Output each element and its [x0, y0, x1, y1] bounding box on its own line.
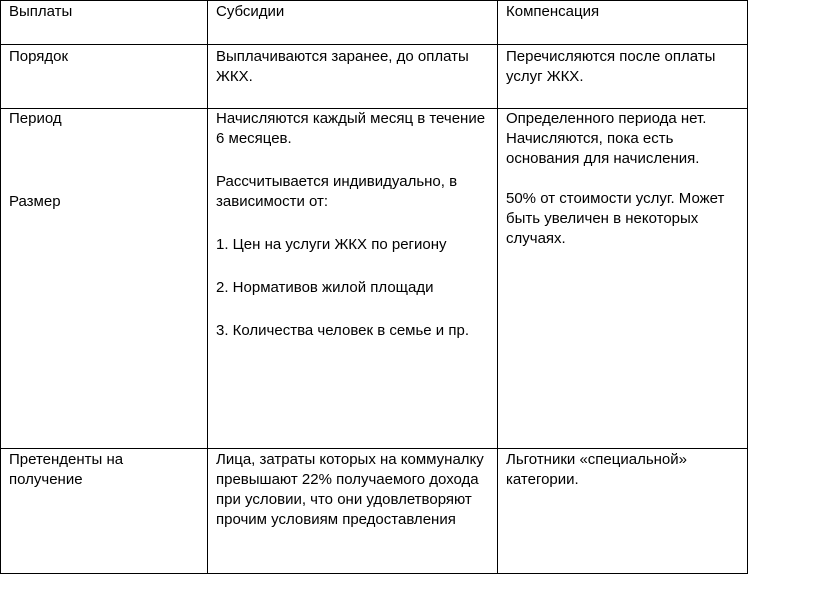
row-label-size: Размер	[9, 193, 61, 210]
table-row-order	[1, 45, 748, 109]
row-label-order: Порядок	[1, 45, 208, 109]
size-subsidies-item-3: 3. Количества человек в семье и пр.	[216, 322, 469, 339]
size-subsidies-intro: Рассчитывается индивидуально, в зависимости от:	[216, 173, 458, 210]
cell-period-size-compensation	[498, 109, 748, 449]
size-subsidies-item-2: 2. Нормативов жилой площади	[216, 279, 434, 296]
table-row-period-size	[1, 109, 748, 449]
cell-claimants-compensation: Льготники «специальной» категории.	[498, 449, 748, 574]
row-label-period: Период	[9, 110, 62, 127]
cell-order-compensation: Перечисляются после оплаты услуг ЖКХ.	[498, 45, 748, 109]
header-payments: Выплаты	[1, 1, 208, 45]
table-row-claimants	[1, 449, 748, 574]
cell-claimants-subsidies: Лица, затраты которых на коммуналку превышают 22% получаемого дохода при условии, что они удовлетворяют прочим условиям предоставления	[208, 449, 498, 574]
size-subsidies-item-1: 1. Цен на услуги ЖКХ по региону	[216, 236, 447, 253]
period-compensation-text: Определенного периода нет. Начисляются, пока есть основания для начисления.	[506, 110, 707, 167]
cell-order-subsidies: Выплачиваются заранее, до оплаты ЖКХ.	[208, 45, 498, 109]
size-compensation-text: 50% от стоимости услуг. Может быть увеличен в некоторых случаях.	[506, 190, 725, 247]
header-subsidies: Субсидии	[208, 1, 498, 45]
header-compensation: Компенсация	[498, 1, 748, 45]
cell-labels-period-size	[1, 109, 208, 449]
row-label-claimants: Претенденты на получение	[1, 449, 208, 574]
cell-period-size-subsidies	[208, 109, 498, 449]
table-header-row	[1, 1, 748, 45]
period-subsidies-text: Начисляются каждый месяц в течение 6 месяцев.	[216, 110, 486, 147]
